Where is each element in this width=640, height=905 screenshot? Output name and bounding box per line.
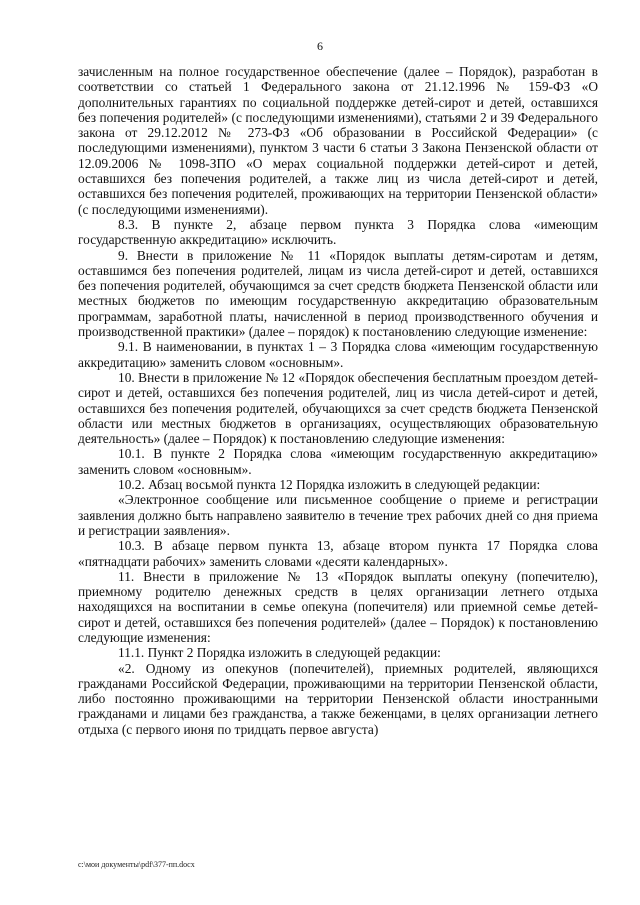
paragraph: 11. Внести в приложение № 13 «Порядок выплаты опекуну (попечителю), приемному родителю денежных средств в целях организации летнего отдыха находящихся на воспитании в семье опекуна (попечителя) или приемной семье детей-сирот и детей, оставшихся без попечения родителей» (далее – Порядок) к постановлению следующие изменения: (78, 568, 598, 645)
paragraph: 10.2. Абзац восьмой пункта 12 Порядка изложить в следующей редакции: (118, 477, 541, 493)
paragraph: 9.1. В наименовании, в пунктах 1 – 3 Порядка слова «имеющим государственную аккредитацию» заменить словом «основным». (78, 339, 598, 370)
file-path-footer: c:\мои документы\pdf\377-пп.docx (78, 860, 195, 869)
paragraph: 8.3. В пункте 2, абзаце первом пункта 3 Порядка слова «имеющим государственную аккредитацию» исключить. (78, 216, 598, 248)
document-body (78, 64, 598, 737)
paragraph: зачисленным на полное государственное обеспечение (далее – Порядок), разработан в соответствии со статьей 1 Федерального закона от 21.12.1996 № 159-ФЗ «О дополнительных гарантиях по социальной поддержке детей-сирот и детей, оставшихся без попечения родителей» (с последующими изменениями), статьями 2 и 39 Федерального закона от 29.12.2012 № 273-ФЗ «Об образовании в Российской Федерации» (с последующими изменениями), пунктом 3 части 6 статьи 3 Закона Пензенской области от 12.09.2006 № 1098-ЗПО «О мерах социальной поддержки детей-сирот и детей, оставшихся без попечения родителей, а также лиц из числа детей-сирот и детей, оставшихся без попечения родителей, проживающих на территории Пензенской области» (с последующими изменениями). (78, 64, 598, 217)
page-number: 6 (317, 39, 323, 53)
paragraph: «2. Одному из опекунов (попечителей), приемных родителей, являющихся гражданами Российской Федерации, проживающими на территории Пензенской области, либо постоянно проживающими на территории Пензенской области иностранными гражданами и лицами без гражданства, а также беженцами, в целях организации летнего отдыха (с первого июня по тридцать первое августа) (78, 660, 598, 737)
paragraph: 10. Внести в приложение № 12 «Порядок обеспечения бесплатным проездом детей-сирот и детей, оставшихся без попечения родителей, лиц из числа детей-сирот и детей, оставшихся без попечения родителей, обучающихся за счет средств бюджета Пензенской области или местных бюджетов в организациях, осуществляющих образовательную деятельность» (далее – Порядок) к постановлению следующие изменения: (78, 369, 598, 447)
paragraph: 10.1. В пункте 2 Порядка слова «имеющим государственную аккредитацию» заменить словом «основным». (78, 446, 598, 477)
paragraph: 11.1. Пункт 2 Порядка изложить в следующей редакции: (118, 645, 441, 661)
paragraph: «Электронное сообщение или письменное сообщение о приеме и регистрации заявления должно быть направлено заявителю в течение трех рабочих дней со дня приема и регистрации заявления». (78, 492, 598, 538)
paragraph: 9. Внести в приложение № 11 «Порядок выплаты детям-сиротам и детям, оставшимся без попечения родителей, лицам из числа детей-сирот и детей, оставшихся без попечения родителей, обучающимся за счет средств бюджета Пензенской области или местных бюджетов по имеющим государственную аккредитацию образовательным программам, заработной платы, начисленной в период производственного обучения и производственной практики» (далее – порядок) к постановлению следующие изменение: (78, 247, 598, 340)
paragraph: 10.3. В абзаце первом пункта 13, абзаце втором пункта 17 Порядка слова «пятнадцати рабочих» заменить словами «десяти календарных». (78, 538, 598, 569)
